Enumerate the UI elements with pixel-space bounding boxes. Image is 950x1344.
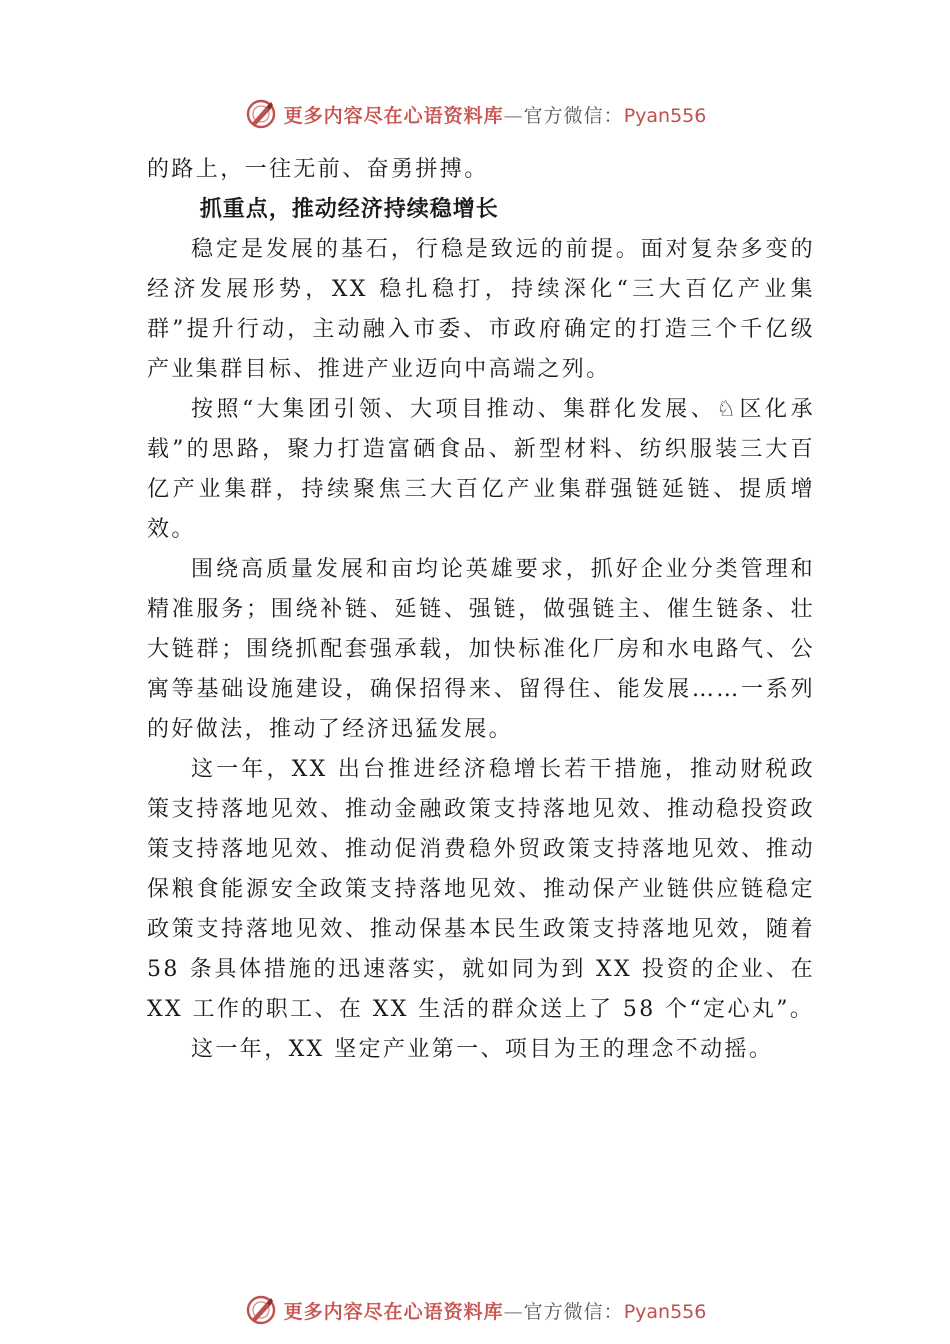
watermark-text — [284, 101, 707, 128]
watermark-brand: 更多内容尽在心语资料库 — [283, 104, 504, 127]
footer-watermark-banner — [0, 1290, 950, 1330]
document-body — [147, 150, 815, 1070]
paragraph: 围绕高质量发展和亩均论英雄要求，抓好企业分类管理和精准服务；围绕补链、延链、强链，做强链主、催生链条、壮大链群；围绕抓配套强承载，加快标准化厂房和水电路气、公寓等基础设施建设，确保招得来、留得住、能发展……一系列的好做法，推动了经济迅猛发展。 — [147, 557, 815, 742]
lead-line: 的路上，一往无前、奋勇拼搏。 — [147, 157, 489, 182]
watermark-separator: — — [503, 1300, 524, 1323]
paragraph: 稳定是发展的基石，行稳是致远的前提。面对复杂多变的经济发展形势，XX 稳扎稳打，持续深化“三大百亿产业集群”提升行动，主动融入市委、市政府确定的打造三个千亿级产业集群目标、推进产业迈向中高端之列。 — [147, 237, 815, 382]
watermark-wechat-id: Pyan556 — [623, 1300, 707, 1323]
section-heading: 抓重点，推动经济持续稳增长 — [199, 197, 499, 222]
pen-nib-logo-icon — [244, 1293, 278, 1327]
paragraph: 按照“大集团引领、大项目推动、集群化发展、♘区化承载”的思路，聚力打造富硒食品、新型材料、纺织服装三大百亿产业集群，持续聚焦三大百亿产业集群强链延链、提质增效。 — [147, 397, 815, 542]
header-watermark-banner — [0, 94, 950, 134]
watermark-text — [284, 1297, 707, 1324]
paragraph: 这一年，XX 坚定产业第一、项目为王的理念不动摇。 — [191, 1037, 774, 1062]
watermark-wechat-label: 官方微信： — [523, 1300, 624, 1323]
paragraph: 这一年，XX 出台推进经济稳增长若干措施，推动财税政策支持落地见效、推动金融政策支持落地见效、推动稳投资政策支持落地见效、推动促消费稳外贸政策支持落地见效、推动保粮食能源安全政策支持落地见效、推动保产业链供应链稳定政策支持落地见效、推动保基本民生政策支持落地见效，随着 58 条具体措施的迅速落实，就如同为到 XX 投资的企业、在 XX 工作的职工、在 XX 生活的群众送上了 58 个“定心丸”。 — [147, 757, 815, 1022]
pen-nib-logo-icon — [244, 97, 278, 131]
watermark-wechat-label: 官方微信： — [523, 104, 624, 127]
watermark-separator: — — [503, 104, 524, 127]
watermark-wechat-id: Pyan556 — [623, 104, 707, 127]
watermark-brand: 更多内容尽在心语资料库 — [283, 1300, 504, 1323]
